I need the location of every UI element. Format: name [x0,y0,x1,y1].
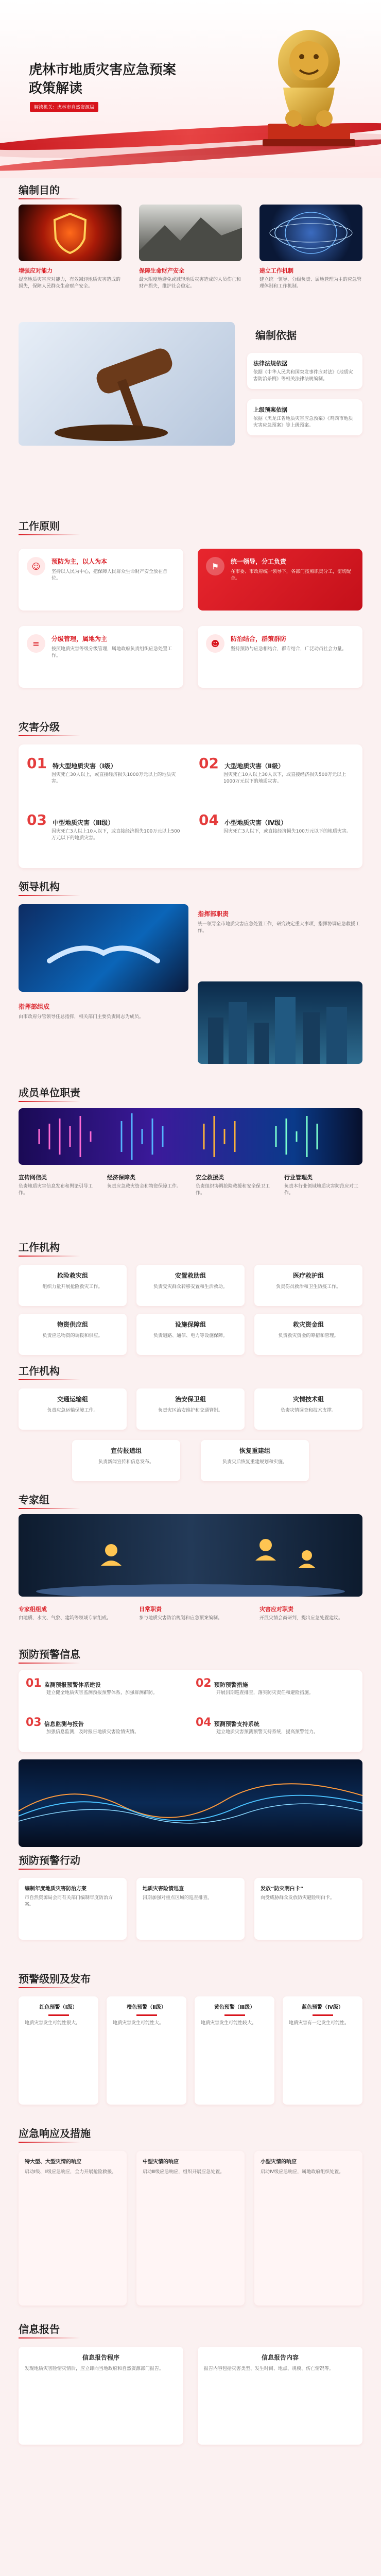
leadership-section [0,878,381,1084]
level-item: 03 中型地质灾害（Ⅲ级） 因灾死亡3人以上10人以下，或直接经济损失100万元以上500万元以下的地质灾害。 [27,811,180,841]
workorg2-section [0,1363,381,1492]
section-title: 专家组 [0,1492,49,1506]
response-card: 特大型、大型灾情的响应 启动Ⅰ级、Ⅱ级应急响应，全力开展抢险救援。 [19,2151,127,2306]
member-item: 宣传网信类 负责地质灾害信息发布和舆论引导工作。 [19,1174,93,1196]
hero-banner [0,0,381,178]
report-section [0,2321,381,2485]
gavel-image [19,322,235,446]
action-card: 地质灾害险情巡查 汛期加强对重点区域的巡查排查。 [136,1878,245,1940]
wave-data-image [19,1759,362,1847]
network-image [259,205,362,261]
action-card: 发放“防灾明白卡” 向受威胁群众发放防灾避险明白卡。 [254,1878,362,1940]
workgroup-card: 设施保障组 负责道路、通信、电力等设施保障。 [136,1314,245,1355]
page-title: 虎林市地质灾害应急预案 政策解读 [29,62,177,96]
member-item: 经济保障类 负责应急救灾资金和物资保障工作。 [107,1174,182,1189]
handshake-image [19,904,188,992]
workgroup-card: 物资供应组 负责应急物资的调拨和供应。 [19,1314,127,1355]
section-title: 预防预警行动 [0,1852,80,1867]
workgroup-card: 抢险救灾组 组织力量开展抢险救灾工作。 [19,1265,127,1306]
report-card: 信息报告程序 发现地质灾害险情灾情后，应立即向当地政府和自然资源部门报告。 [19,2347,183,2445]
response-card: 中型灾情的响应 启动Ⅲ级应急响应，组织开展应急处置。 [136,2151,245,2306]
release-card: 橙色预警（Ⅱ级） 地质灾害发生可能性大。 [107,1996,186,2105]
warning-item: 02 预防预警措施 开展汛期巡查排查，落实防灾责任和避险措施。 [196,1677,314,1696]
basis-item: 法律法规依据 依据《中华人民共和国突发事件应对法》《地质灾害防治条例》等相关法律法规编制。 [247,353,362,389]
purpose-item: 增强应对能力 提高地质灾害应对能力，有效减轻地质灾害造成的损失，保障人民群众生命财产安全。 [19,267,121,289]
shield-fire-image [19,205,122,261]
members-section [0,1084,381,1239]
level-item: 01 特大型地质灾害（Ⅰ级） 因灾死亡30人以上，或直接经济损失1000万元以上的地质灾害。 [27,755,176,784]
leadership-item: 指挥部职责 统一领导全市地质灾害应急处置工作，研究决定重大事项，指挥协调应急救援工作。 [198,910,360,934]
section-title: 编制依据 [255,329,297,342]
section-title: 预防预警信息 [0,1646,80,1661]
person-icon: ☺ [27,557,45,575]
response-section [0,2125,381,2321]
expert-item: 日常职责 参与地质灾害防治规划和应急预案编制。 [139,1606,223,1621]
warning-item: 01 监测预报预警体系建设 建立健全地质灾害监测预报预警体系，加强群测群防。 [26,1677,158,1696]
basis-item: 上级预案依据 依据《黑龙江省地质灾害应急预案》《鸡西市地质灾害应急预案》等上级预案。 [247,399,362,435]
warning-section [0,1646,381,1852]
levels-card [19,744,362,868]
section-title: 成员单位职责 [0,1084,80,1099]
response-card: 小型灾情的响应 启动Ⅳ级应急响应，属地政府组织处置。 [254,2151,362,2306]
principle-card-highlight: ⚑ 统一领导，分工负责 在市委、市政府统一领导下，各部门按照职责分工，密切配合。 [198,549,362,611]
section-title: 编制目的 [0,182,60,197]
layers-icon: ≡ [27,634,45,653]
purpose-item: 保障生命财产安全 最大限度地避免或减轻地质灾害造成的人员伤亡和财产损失，维护社会稳定。 [139,267,241,289]
level-item: 02 大型地质灾害（Ⅱ级） 因灾死亡10人以上30人以下，或直接经济损失500万元以上1000万元以下的地质灾害。 [199,755,347,784]
workgroup-card: 恢复重建组 负责灾后恢复重建规划和实施。 [201,1440,309,1481]
principle-card: ≡ 分级管理，属地为主 按照地质灾害等级分级管理，属地政府负责组织应急处置工作。 [19,626,183,688]
section-title: 工作原则 [0,518,60,533]
workgroup-card: 治安保卫组 负责灾区治安维护和交通管制。 [136,1388,245,1430]
release-card: 红色预警（Ⅰ级） 地质灾害发生可能性很大。 [19,1996,98,2105]
section-title: 领导机构 [0,878,60,893]
experts-section [0,1492,381,1646]
expert-item: 灾害应对职责 开展灾情会商研判，提出应急处置建议。 [259,1606,343,1621]
workgroup-card: 灾情技术组 负责灾情调查和技术支撑。 [254,1388,362,1430]
levels-section [0,714,381,878]
section-title: 灾害分级 [0,719,60,734]
workgroup-card: 医疗救护组 负责伤员救治和卫生防疫工作。 [254,1265,362,1306]
workgroup-card: 安置救助组 负责受灾群众转移安置和生活救助。 [136,1265,245,1306]
sound-wave-icon [19,1108,362,1165]
warning-item: 03 信息监测与报告 加强信息监测，及时报告地质灾害险情灾情。 [26,1716,140,1735]
release-card: 蓝色预警（Ⅳ级） 地质灾害有一定发生可能性。 [283,1996,362,2105]
section-title: 信息报告 [0,2321,60,2336]
section-title: 工作机构 [0,1363,60,1378]
section-title: 应急响应及措施 [0,2125,91,2140]
people-icon: ☻ [206,634,224,653]
workgroup-card: 宣传报道组 负责新闻宣传和信息发布。 [72,1440,180,1481]
principle-card: ☻ 防治结合，群策群防 坚持预防与应急相结合，群专结合，广泛动员社会力量。 [198,626,362,688]
release-section [0,1971,381,2125]
sound-wave-image [19,1108,362,1165]
mountain-image [139,205,242,261]
report-card: 信息报告内容 报告内容包括灾害类型、发生时间、地点、规模、伤亡情况等。 [198,2347,362,2445]
member-item: 安全救援类 负责组织协调抢险救援和安全保卫工作。 [196,1174,270,1196]
flag-icon: ⚑ [206,557,224,575]
actions-section [0,1852,381,1971]
leadership-item: 指挥部组成 由市政府分管领导任总指挥，相关部门主要负责同志为成员。 [19,1003,144,1020]
section-title: 工作机构 [0,1239,60,1254]
city-night-image [198,981,362,1064]
workgroup-card: 救灾资金组 负责救灾资金的筹措和管理。 [254,1314,362,1355]
workorg1-section [0,1239,381,1363]
warning-card [19,1670,362,1752]
action-card: 编制年度地质灾害防治方案 市自然资源局会同有关部门编制年度防治方案。 [19,1878,127,1940]
expert-item: 专家组组成 由地质、水文、气象、建筑等领域专家组成。 [19,1606,112,1621]
principle-card: ☺ 预防为主，以人为本 坚持以人民为中心，把保障人民群众生命财产安全放在首位。 [19,549,183,611]
member-item: 行业管理类 负责本行业领域地质灾害防范应对工作。 [284,1174,359,1196]
purpose-item: 建立工作机制 建立统一领导、分级负责、属地管理为主的应急管理体制和工作机制。 [259,267,362,289]
warning-item: 04 预测预警支持系统 建立地质灾害预测预警支持系统，提高预警能力。 [196,1716,319,1735]
level-item: 04 小型地质灾害（Ⅳ级） 因灾死亡3人以下，或直接经济损失100万元以下的地质灾害。 [199,811,351,834]
issuer-tag: 解读机关：虎林市自然资源局 [30,102,98,112]
purpose-section [0,178,381,312]
experts-image [19,1514,362,1597]
stone-lion-icon [252,21,360,149]
release-card: 黄色预警（Ⅲ级） 地质灾害发生可能性较大。 [195,1996,274,2105]
section-title: 预警级别及发布 [0,1971,91,1986]
basis-section [0,312,381,518]
workgroup-card: 交通运输组 负责应急运输保障工作。 [19,1388,127,1430]
principles-section [0,518,381,714]
